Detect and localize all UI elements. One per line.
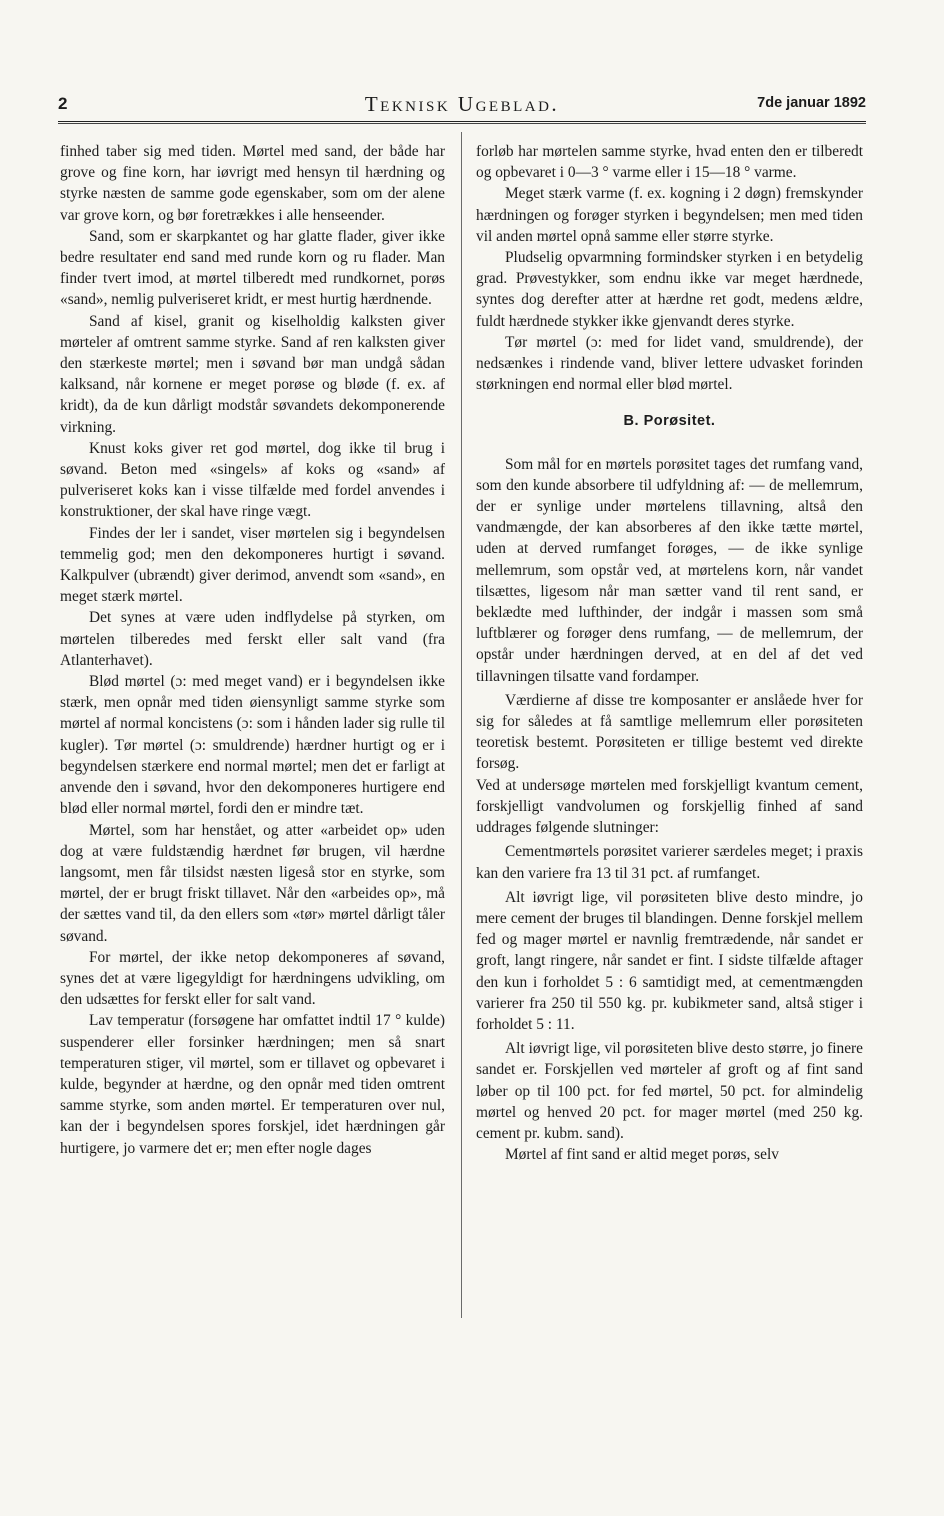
paragraph: Cementmørtels porøsitet varierer særdeles meget; i praxis kan den variere fra 13 til 31 pct. af rumfanget. (476, 843, 863, 882)
left-column (60, 141, 445, 1159)
paragraph: Mørtel af fint sand er altid meget porøs, selv (505, 1146, 779, 1164)
page-header (58, 92, 866, 118)
journal-title: Teknisk Ugeblad. (364, 92, 560, 116)
paragraph: forløb har mørtelen samme styrke, hvad enten den er tilberedt og opbevaret i 0—3 ° varme eller i 15—18 ° varme. (476, 143, 863, 182)
right-column (476, 141, 863, 1165)
paragraph: Ved at undersøge mørtelen med forskjelligt kvantum cement, forskjelligt vandvolumen og forskjellig finhed af sand uddrages følgende slutninger: (476, 776, 863, 837)
paragraph: Tør mørtel (ɔ: med for lidet vand, smuldrende), der nedsænkes i rindende vand, bliver lettere udvasket forinden størkningen end normal eller blød mørtel. (476, 333, 863, 394)
paragraph: Det synes at være uden indflydelse på styrken, om mørtelen tilberedes med ferskt eller salt vand (fra Atlanterhavet). (60, 609, 445, 669)
column-divider (461, 132, 462, 1318)
section-heading: B. Porøsitet. (623, 413, 716, 430)
paragraph: Sand, som er skarpkantet og har glatte flader, giver ikke bedre resultater end sand med runde korn og ru flader. Man finder tvert imod, at mørtel tilberedt med rundkornet, porøs «sand», nemlig pulveriseret kridt, er mest hurtig hærdnende. (60, 227, 445, 309)
paragraph: Blød mørtel (ɔ: med meget vand) er i begyndelsen ikke stærk, men opnår med tiden øiensynligt samme styrke som mørtel af normal koncistens (ɔ: som i hånden lader sig rulle til kugler). Tør mørtel (ɔ: smuldrende) hærdner hurtigt og er i begyndelsen stærkere end normal mørtel; men det er farligt at anvende den i søvand, hvor den dekomponeres hurtigere end blød eller normal mørtel, fordi den er mindre tæt. (60, 673, 445, 818)
paragraph: For mørtel, der ikke netop dekomponeres af søvand, synes det at være ligegyldigt for hærdningens udvikling, om den udsættes for ferskt eller for salt vand. (60, 948, 445, 1009)
paragraph: Meget stærk varme (f. ex. kogning i 2 døgn) fremskynder hærdningen og forøger styrken i begyndelsen; men med tiden vil anden mørtel opnå samme eller større styrke. (476, 185, 863, 245)
paragraph: Knust koks giver ret god mørtel, dog ikke til brug i søvand. Beton med «singels» af koks og «sand» af pulveriseret koks kan i visse tilfælde med fordel anvendes i konstruktioner, der skal have ringe vægt. (60, 439, 445, 521)
paragraph: Mørtel, som har henstået, og atter «arbeidet op» uden dog at være fuldstændig hærdnet før brugen, vil hærdne langsomt, men får tilsidst næsten ligeså stor en styrke, som mørtel, der er brugt friskt tillavet. Når den «arbeides op», må der sættes vand til, da den ellers som «tør» mørtel dårligt tåler søvand. (60, 821, 445, 945)
paragraph: Pludselig opvarmning formindsker styrken i en betydelig grad. Prøvestykker, som endnu ikke var meget hærdnede, syntes dog derefter atter at hærdne ret godt, medens ældre, fuldt hærdnede stykker ikke gjenvandt deres styrke. (476, 249, 863, 330)
paragraph: Lav temperatur (forsøgene har omfattet indtil 17 ° kulde) suspenderer eller forsinker hærdningen; men så snart temperaturen stiger, vil mørtel, som er tillavet og opbevaret i kulde, begynder at hærdne, og den opnår med tiden omtrent samme styrke, som anden mørtel. Er temperaturen over nul, kan der i begyndelsen spores forskjel, idet hærdningen går hurtigere, jo varmere det er; men efter nogle dages (60, 1012, 445, 1157)
paragraph: Findes der ler i sandet, viser mørtelen sig i begyndelsen temmelig god; men den dekomponeres hurtigt i søvand. Kalkpulver (ubrændt) giver derimod, anvendt som «sand», en meget stærk mørtel. (60, 524, 445, 606)
header-rule (58, 121, 866, 124)
paragraph: Sand af kisel, granit og kiselholdig kalksten giver mørteler af omtrent samme styrke. Sand af ren kalksten giver den stærkeste mørtel; men i søvand bør man undgå sådan kalksand, når kornene er meget porøse og bløde (f. ex. af kridt), da de kun dårligt modstår søvandets dekomponerende virkning. (60, 312, 445, 436)
issue-date: 7de januar 1892 (757, 95, 866, 111)
paragraph: Som mål for en mørtels porøsitet tages det rumfang vand, som den kunde absorbere til udfyldning af: — de mellemrum, der er synlige under mørtelens tillavning, altså den vandmængde, der kan absorberes af den ikke tætte mørtel, uden at derved rumfanget forøges, — de ikke synlige mellemrum, som opstår ved, at mørtelens korn, når vandet tilsættes, ligesom når man sætter vand til rent sand, er beklædte med lufthinder, der indgår i massen som små luftblærer og forøger dens rumfang, — de mellemrum, der opstår under hærdningen derved, at en del af det ved tillavningen tilsatte vand fordamper. (476, 455, 863, 685)
paragraph: Alt iøvrigt lige, vil porøsiteten blive desto mindre, jo mere cement der bruges til blandingen. Denne forskjel mellem fed og mager mørtel er navnlig fremtrædende, når sandet er groft, langt ringere, når sandet er fint. I sidste tilfælde aftager den kun i forholdet 5 : 6 samtidigt med, at cementmængden varierer fra 250 til 550 kg. pr. kubikmeter sand, altså stiger i forholdet 5 : 11. (476, 888, 863, 1033)
page-number: 2 (58, 94, 68, 113)
paragraph: finhed taber sig med tiden. Mørtel med sand, der både har grove og fine korn, har iøvrigt med hensyn til hærdning og styrke næsten de samme gode egenskaber, som om der alene var grove korn, og bør foretrækkes i alle henseender. (60, 143, 445, 224)
paragraph: Værdierne af disse tre komposanter er anslåede hver for sig for således at få samtlige mellemrum eller porøsiteten teoretisk bestemt. Porøsiteten er tillige bestemt ved direkte forsøg. (476, 691, 863, 773)
paragraph: Alt iøvrigt lige, vil porøsiteten blive desto større, jo finere sandet er. Forskjellen ved mørteler af groft og af fint sand løber op til 100 pct. for fed mørtel, 50 pct. for almindelig mørtel og henved 20 pct. for mager mørtel (med 250 kg. cement pr. kubm. sand). (476, 1040, 863, 1142)
